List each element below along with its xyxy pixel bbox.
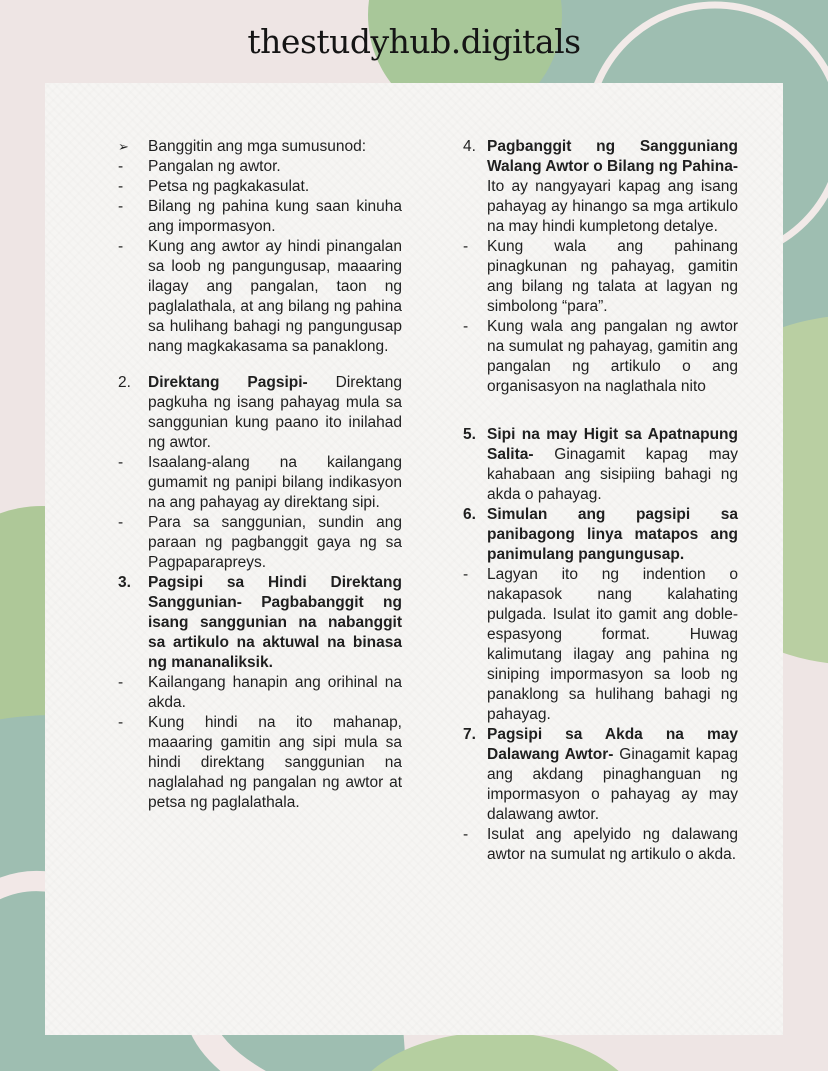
number-marker: 7. bbox=[463, 726, 476, 743]
item-text: Isulat ang apelyido ng dalawang awtor na sumulat ng artikulo o akda. bbox=[487, 826, 738, 863]
dash-bullet: - bbox=[463, 826, 469, 843]
number-marker: 4. bbox=[463, 138, 476, 155]
item-text: Direktang Pagsipi- Direktang pagkuha ng isang pahayag mula sa sanggunian kung paano ito inilahad ng awtor. bbox=[148, 374, 402, 451]
item-text: Pangalan ng awtor. bbox=[148, 158, 281, 175]
list-item bbox=[118, 197, 402, 237]
dash-bullet: - bbox=[118, 238, 124, 255]
dash-bullet: - bbox=[118, 714, 124, 731]
item-text: Kung wala ang pangalan ng awtor na sumulat ng pahayag, gamitin ang pangalan ng artikulo o ang organisasyon na naglathala nito bbox=[487, 318, 738, 395]
item-text: Pagbanggit ng Sangguniang Walang Awtor o Bilang ng Pahina- Ito ay nangyayari kapag ang isang pahayag ay hinango sa mga artikulo na may hindi kumpletong detalye. bbox=[487, 138, 738, 235]
item-text: Bilang ng pahina kung saan kinuha ang impormasyon. bbox=[148, 198, 402, 235]
list-item bbox=[463, 565, 738, 725]
column-right bbox=[463, 137, 738, 865]
brand-title: thestudyhub.digitals bbox=[247, 22, 581, 61]
list-item bbox=[118, 713, 402, 813]
list-item bbox=[118, 673, 402, 713]
item-text: Sipi na may Higit sa Apatnapung Salita- Ginagamit kapag may kahabaan ang sisipiing bahagi ng akda o pahayag. bbox=[487, 426, 738, 503]
column-left bbox=[118, 137, 402, 865]
dash-bullet: - bbox=[118, 198, 124, 215]
item-text: Lagyan ito ng indention o nakapasok nang kalahating pulgada. Isulat ito gamit ang doble-espasyong format. Huwag kalimutang ilagay ang pahina ng siniping impormasyon sa loob ng panaklong sa hulihang bahagi ng pahayag. bbox=[487, 566, 738, 723]
list-item bbox=[118, 373, 402, 453]
list-item bbox=[118, 137, 402, 157]
list-item bbox=[463, 137, 738, 237]
dash-bullet: - bbox=[118, 674, 124, 691]
number-marker: 5. bbox=[463, 426, 476, 443]
list-item bbox=[463, 425, 738, 505]
number-marker: 3. bbox=[118, 574, 131, 591]
list-item bbox=[118, 453, 402, 513]
number-marker: 6. bbox=[463, 506, 476, 523]
item-text: Kung ang awtor ay hindi pinangalan sa loob ng pangungusap, maaaring ilagay ang pangalan, taon ng paglalathala, at ang bilang ng pahina sa hulihang bahagi ng pangungusap nang magkakasama sa panaklong. bbox=[148, 238, 402, 355]
list-item bbox=[118, 573, 402, 673]
list-item bbox=[463, 725, 738, 825]
list-item bbox=[118, 157, 402, 177]
item-text: Petsa ng pagkakasulat. bbox=[148, 178, 310, 195]
arrow-bullet: ➢ bbox=[118, 139, 129, 154]
item-text: Kung hindi na ito mahanap, maaaring gamitin ang sipi mula sa hindi direktang sanggunian na naglalahad ng pangalan ng awtor at petsa ng paglalathala. bbox=[148, 714, 402, 811]
list-item bbox=[463, 317, 738, 397]
dash-bullet: - bbox=[118, 454, 124, 471]
item-text: Pagsipi sa Akda na may Dalawang Awtor- Ginagamit kapag ang akdang pinaghanguan ng impormasyon o pahayag ay may dalawang awtor. bbox=[487, 726, 738, 823]
list-item bbox=[118, 237, 402, 357]
list-item bbox=[118, 513, 402, 573]
number-marker: 2. bbox=[118, 374, 131, 391]
dash-bullet: - bbox=[118, 514, 124, 531]
item-text: Pagsipi sa Hindi Direktang Sanggunian- Pagbabanggit ng isang sanggunian na nabanggit sa artikulo na aktuwal na binasa ng mananaliksik. bbox=[148, 574, 402, 671]
list-item bbox=[463, 237, 738, 317]
list-item bbox=[463, 825, 738, 865]
dash-bullet: - bbox=[118, 158, 124, 175]
dash-bullet: - bbox=[463, 566, 469, 583]
item-text: Kung wala ang pahinang pinagkunan ng pahayag, gamitin ang bilang ng talata at lagyan ng simbolong “para”. bbox=[487, 238, 738, 315]
worksheet-paper bbox=[45, 83, 783, 1035]
two-column-text bbox=[118, 137, 738, 865]
item-text: Banggitin ang mga sumusunod: bbox=[148, 138, 367, 155]
dash-bullet: - bbox=[463, 238, 469, 255]
dash-bullet: - bbox=[463, 318, 469, 335]
dash-bullet: - bbox=[118, 178, 124, 195]
item-text: Isaalang-alang na kailangang gumamit ng panipi bilang indikasyon na ang pahayag ay direktang sipi. bbox=[148, 454, 402, 511]
list-item bbox=[463, 505, 738, 565]
item-text: Para sa sanggunian, sundin ang paraan ng pagbanggit gaya ng sa Pagpaparapreys. bbox=[148, 514, 402, 571]
item-text: Simulan ang pagsipi sa panibagong linya matapos ang panimulang pangungusap. bbox=[487, 506, 738, 563]
list-item bbox=[118, 177, 402, 197]
item-text: Kailangang hanapin ang orihinal na akda. bbox=[148, 674, 402, 711]
